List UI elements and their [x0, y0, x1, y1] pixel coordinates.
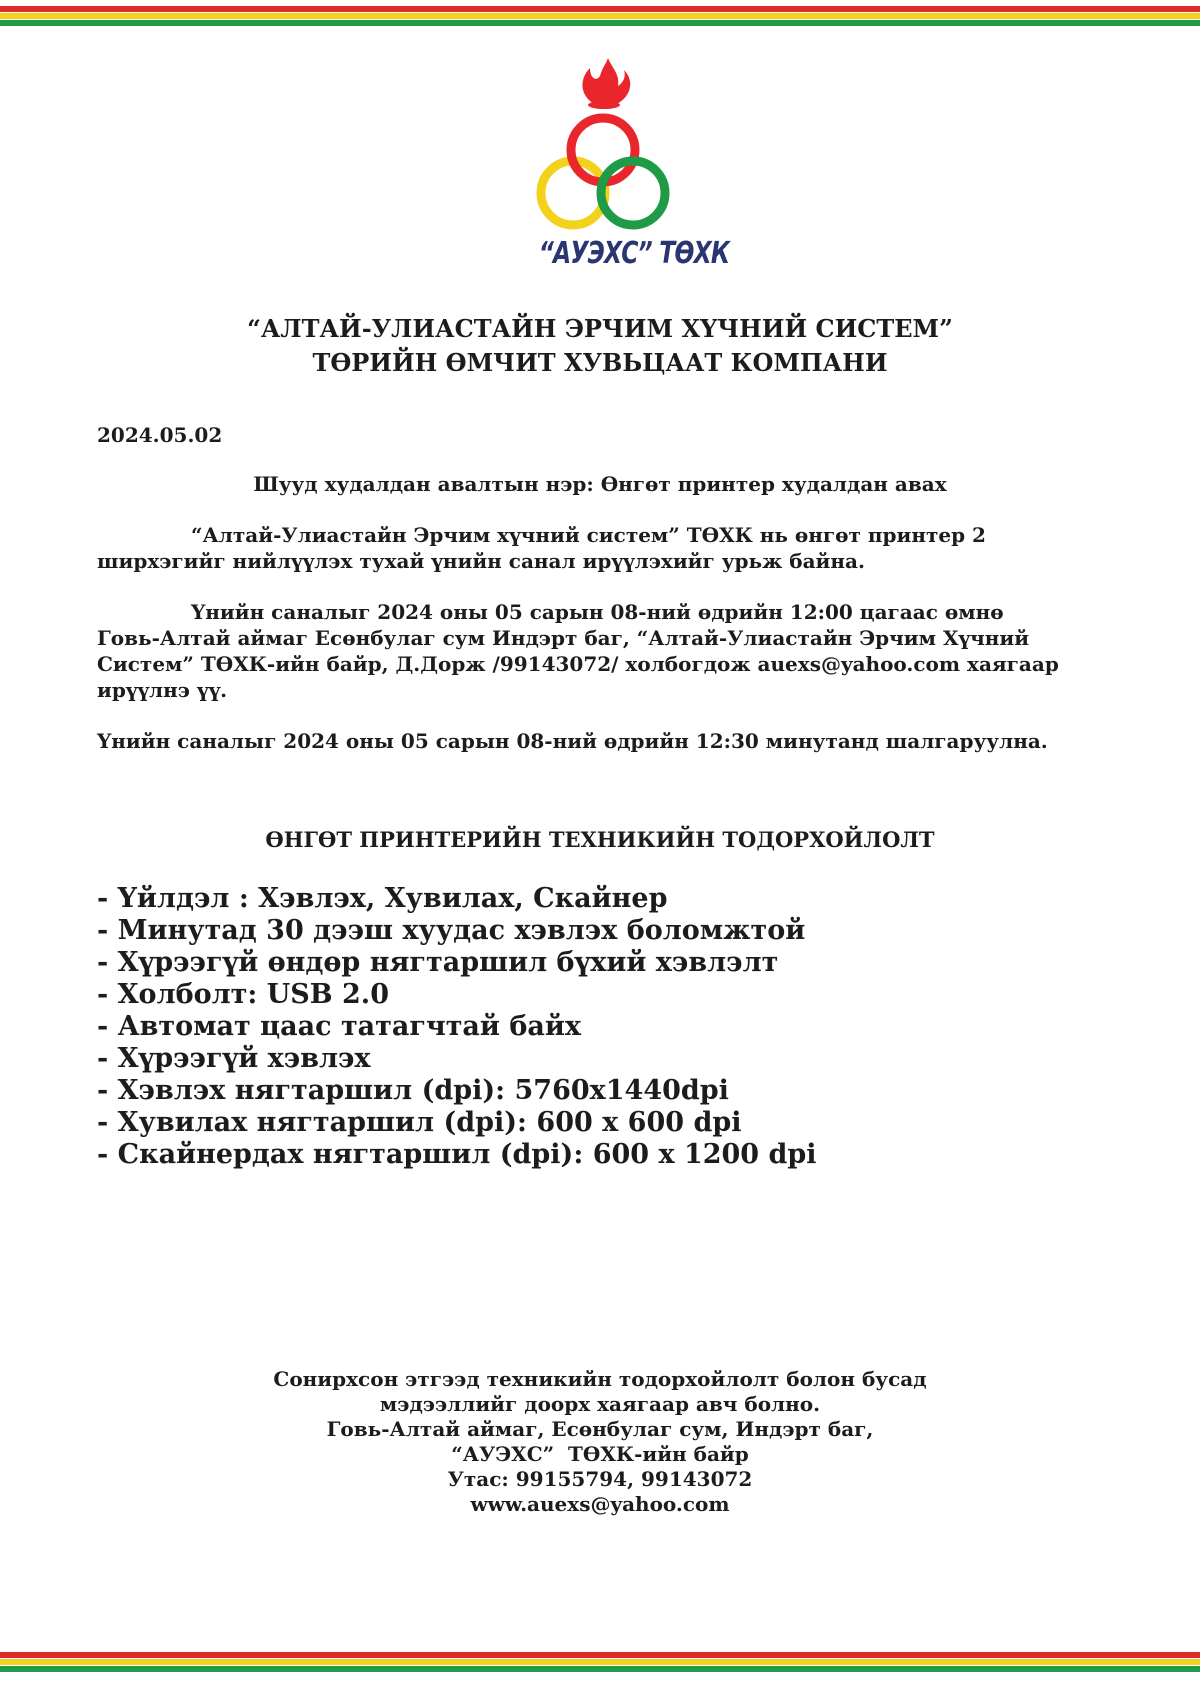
- company-name-line1: “АЛТАЙ-УЛИАСТАЙН ЭРЧИМ ХҮЧНИЙ СИСТЕМ”: [247, 314, 953, 343]
- logo-flame-icon: [582, 58, 630, 106]
- stripe-yellow: [0, 13, 1200, 19]
- spec-item: - Хүрээгүй хэвлэх: [97, 1043, 371, 1074]
- paragraph-line: ирүүлнэ үү.: [97, 678, 228, 702]
- spec-item: - Автомат цаас татагчтай байх: [97, 1011, 581, 1042]
- logo-caption: “АУЭХС” ТӨХК: [538, 236, 730, 271]
- stripe-red: [0, 6, 1200, 12]
- spec-item: - Хэвлэх нягтаршил (dpi): 5760x1440dpi: [97, 1075, 729, 1106]
- spec-list: [97, 883, 817, 1171]
- bottom-stripe-band: [0, 1652, 1200, 1680]
- company-name-line2: ТӨРИЙН ӨМЧИТ ХУВЬЦААТ КОМПАНИ: [312, 348, 888, 377]
- paragraph-line: Систем” ТӨХК-ийн байр, Д.Дорж /99143072/ холбогдож auexs@yahoo.com хаягаар: [97, 652, 1059, 676]
- invitation-paragraph: [97, 522, 1157, 574]
- stripe-green: [0, 1666, 1200, 1672]
- paragraph-line: Үнийн саналыг 2024 оны 05 сарын 08-ний өдрийн 12:30 минутанд шалгаруулна.: [97, 729, 1048, 753]
- stripe-green: [0, 20, 1200, 26]
- document-date: 2024.05.02: [97, 423, 223, 447]
- procurement-subject: Шууд худалдан авалтын нэр: Өнгөт принтер худалдан авах: [253, 472, 947, 496]
- contact-block: [0, 1367, 1200, 1517]
- submission-paragraph: [97, 599, 1157, 703]
- spec-item: - Холболт: USB 2.0: [97, 979, 389, 1010]
- spec-item: - Үйлдэл : Хэвлэх, Хувилах, Скайнер: [97, 883, 668, 914]
- paragraph-line: Говь-Алтай аймаг Есөнбулаг сум Индэрт баг, “Алтай-Улиастайн Эрчим Хүчний: [97, 626, 1030, 650]
- contact-line: мэдээллийг доорх хаягаар авч болно.: [379, 1392, 821, 1416]
- contact-address: Говь-Алтай аймаг, Есөнбулаг сум, Индэрт баг,: [326, 1417, 874, 1441]
- stripe-red: [0, 1652, 1200, 1658]
- contact-building: “АУЭХС” ТӨХК-ийн байр: [451, 1442, 749, 1466]
- spec-item: - Хувилах нягтаршил (dpi): 600 x 600 dpi: [97, 1107, 742, 1138]
- company-logo: [520, 58, 730, 288]
- contact-line: Сонирхсон этгээд техникийн тодорхойлолт болон бусад: [273, 1367, 927, 1391]
- contact-website: www.auexs@yahoo.com: [470, 1492, 730, 1516]
- spec-item: - Хүрээгүй өндөр нягтаршил бүхий хэвлэлт: [97, 947, 779, 978]
- paragraph-line: Үнийн саналыг 2024 оны 05 сарын 08-ний өдрийн 12:00 цагаас өмнө: [191, 600, 1004, 624]
- top-stripe-band: [0, 6, 1200, 34]
- spec-item: - Минутад 30 дээш хуудас хэвлэх боломжтой: [97, 915, 806, 946]
- stripe-yellow: [0, 1659, 1200, 1665]
- paragraph-line: ширхэгийг нийлүүлэх тухай үнийн санал ирүүлэхийг урьж байна.: [97, 549, 865, 573]
- spec-item: - Скайнердах нягтаршил (dpi): 600 x 1200 dpi: [97, 1139, 817, 1170]
- paragraph-line: “Алтай-Улиастайн Эрчим хүчний систем” ТӨХК нь өнгөт принтер 2: [191, 523, 986, 547]
- contact-phone: Утас: 99155794, 99143072: [447, 1467, 753, 1491]
- evaluation-paragraph: [97, 728, 1157, 754]
- flame-rings-logo-icon: [520, 58, 690, 238]
- spec-heading: ӨНГӨТ ПРИНТЕРИЙН ТЕХНИКИЙН ТОДОРХОЙЛОЛТ: [265, 827, 935, 852]
